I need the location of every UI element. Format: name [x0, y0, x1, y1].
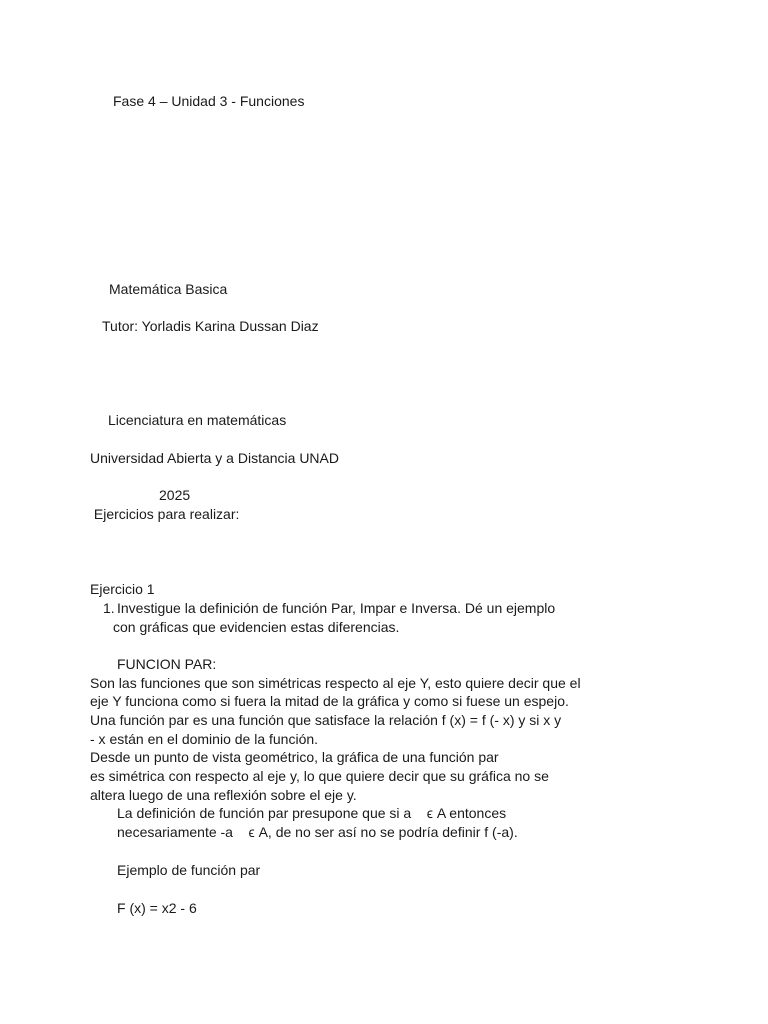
- year: 2025: [159, 487, 191, 503]
- definition-line-2: necesariamente -a ϵ A, de no ser así no se podría definir f (-a).: [117, 824, 518, 840]
- program-name: Licenciatura en matemáticas: [108, 412, 287, 428]
- list-item-text-line-1: Investigue la definición de función Par, Impar e Inversa. Dé un ejemplo: [117, 600, 556, 616]
- definition-line-1: La definición de función par presupone que si a ϵ A entonces: [117, 805, 507, 821]
- paragraph-line-7: altera luego de una reflexión sobre el eje y.: [90, 787, 357, 803]
- example-heading: Ejemplo de función par: [117, 862, 261, 878]
- tutor-name: Tutor: Yorladis Karina Dussan Diaz: [102, 318, 319, 334]
- list-item-text-line-2: con gráficas que evidencien estas diferencias.: [113, 619, 400, 635]
- section-heading: FUNCION PAR:: [117, 656, 217, 672]
- list-item-number: 1.: [103, 600, 115, 616]
- course-name: Matemática Basica: [109, 281, 228, 297]
- example-formula: F (x) = x2 - 6: [117, 900, 197, 916]
- paragraph-line-5: Desde un punto de vista geométrico, la gráfica de una función par: [90, 749, 499, 765]
- paragraph-line-1: Son las funciones que son simétricas respecto al eje Y, esto quiere decir que el: [90, 675, 581, 691]
- exercises-heading: Ejercicios para realizar:: [90, 506, 240, 522]
- exercise-title: Ejercicio 1: [90, 581, 155, 597]
- paragraph-line-6: es simétrica con respecto al eje y, lo que quiere decir que su gráfica no se: [90, 768, 549, 784]
- paragraph-line-2: eje Y funciona como si fuera la mitad de la gráfica y como si fuese un espejo.: [90, 693, 569, 709]
- paragraph-line-4: - x están en el dominio de la función.: [90, 731, 319, 747]
- university-name: Universidad Abierta y a Distancia UNAD: [90, 450, 339, 466]
- document-title: Fase 4 – Unidad 3 - Funciones: [113, 93, 305, 109]
- paragraph-line-3: Una función par es una función que satisface la relación f (x) = f (- x) y si x y: [90, 712, 562, 728]
